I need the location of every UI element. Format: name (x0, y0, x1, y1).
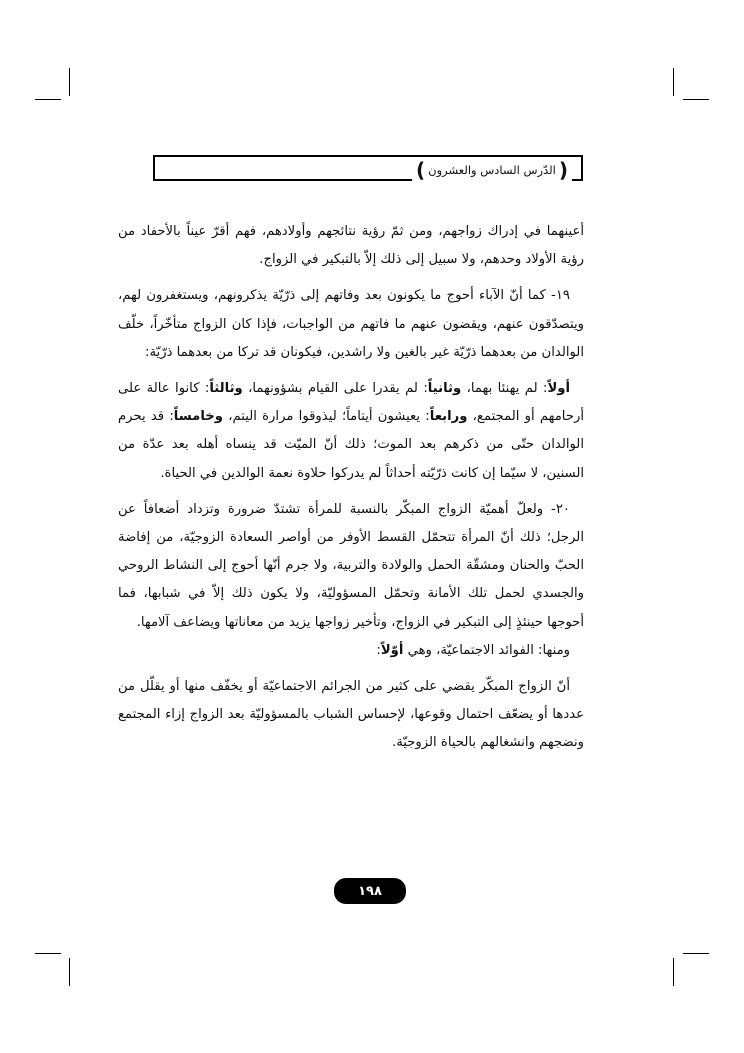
running-header (412, 159, 572, 181)
crop-mark-top-right-h (683, 99, 709, 100)
label-fifth: وخامساً (173, 409, 223, 425)
paragraph-19: ١٩- كما أنّ الآباء أحوج ما يكونون بعد وفاتهم إلى ذرّيّة يذكرونهم، ويستغفرون لهم، ويتصدّقون عنهم، ويقضون عنهم ما فاتهم من الواجبات، فإذا كان الزواج متأخّراً، خلّف الوالدان من بعدهما ذرّيّة غير بالغين ولا راشدين، فيكونان قد تركا من بعدهما ذرّيّة: (118, 288, 584, 360)
label-second: وثانياً (427, 381, 462, 397)
bracket-close-icon: ) (416, 158, 426, 182)
page-number: ١٩٨ (334, 878, 406, 904)
crop-mark-bottom-left-h (35, 953, 61, 954)
paragraph-continuation: أعينهما في إدراك زواجهم، ومن ثمّ رؤية نتائجهم وأولادهم، فهم أقرّ عيناً بالأحفاد من رؤية الأولاد وحدهم، ولا سبيل إلى ذلك إلاّ بالتبكير في الزواج. (118, 224, 584, 268)
paragraph-crimes: أنّ الزواج المبكّر يقضي على كثير من الجرائم الاجتماعيّة أو يخفّف منها أو يقلّل من عددها أو يضعّف احتمال وقوعها، لإحساس الشباب بالمسؤوليّة بعد الزواج إزاء المجتمع ونضجهم وانشغالهم بالحياة الزوجيّة. (118, 679, 584, 751)
page-body (118, 218, 584, 758)
label-third: وثالثاً (209, 381, 243, 397)
crop-mark-bottom-right-v (673, 958, 674, 986)
crop-mark-top-left-v (69, 68, 70, 96)
paragraph-20: ٢٠- ولعلّ أهميّة الزواج المبكّر بالنسبة للمرأة تشتدّ ضرورة وتزداد أضعافاً عن الرجل؛ ذلك أنّ المرأة تتحمّل القسط الأوفر من أواصر السعادة الزوجيّة، من إفاضة الحبّ والحنان ومشقّة الحمل والولادة والتربية، ولا جرم أنّها أحوج إلى النشاط الروحي والجسدي لحمل تلك الأمانة وتحمّل المسؤوليّة، ولا يكون ذلك إلاّ في شبابها، فما أحوجها حينئذٍ إلى التبكير في الزواج، وتأخير زواجها يزيد من معاناتها ويضاعف آلامها. (118, 501, 584, 630)
label-social-first: أوّلاً (380, 642, 404, 658)
crop-mark-bottom-right-h (683, 953, 709, 954)
crop-mark-top-right-v (673, 68, 674, 96)
paragraph-list: أولاً: لم يهنئا بهما، وثانياً: لم يقدرا على القيام بشؤونهما، وثالثاً: كانوا عالة على أرحامهم أو المجتمع، ورابعاً: يعيشون أيتاماً؛ ليذوقوا مرارة اليتم، وخامساً: قد يحرم الوالدان حتّى من ذكرهم بعد الموت؛ ذلك أنّ الميّت قد ينساه أهله بعد عدّة من السنين، لا سيّما إن كانت ذرّيّته أحداثاً لم يدركوا حلاوة نعمة الوالدين في الحياة. (118, 381, 585, 481)
label-fourth: ورابعاً (429, 409, 468, 425)
crop-mark-top-left-h (35, 99, 61, 100)
bracket-open-icon: ( (558, 158, 568, 182)
paragraph-social-benefits: ومنها: الفوائد الاجتماعيّة، وهي أوّلاً: (376, 642, 570, 658)
label-first: أولاً (547, 381, 570, 397)
crop-mark-bottom-left-v (69, 958, 70, 986)
lesson-title: الدّرس السادس والعشرون (428, 163, 556, 177)
